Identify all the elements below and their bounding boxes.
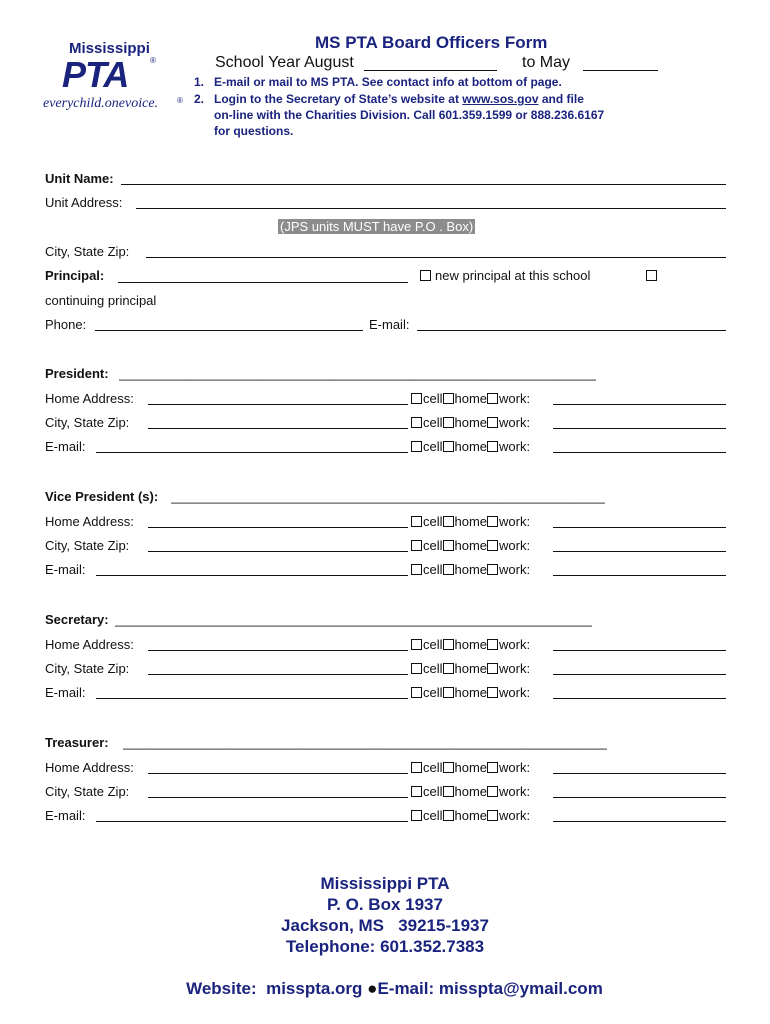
home-checkbox[interactable] <box>443 564 454 575</box>
treasurer-email-number-field[interactable] <box>553 821 726 822</box>
new-principal-checkbox[interactable] <box>420 270 431 281</box>
treasurer-home-address-field[interactable] <box>148 773 408 774</box>
president-home-address-field[interactable] <box>148 404 408 405</box>
work-label: work: <box>499 808 531 823</box>
work-checkbox[interactable] <box>487 639 498 650</box>
school-year-label: School Year August <box>215 54 354 71</box>
logo-reg-mark: ® <box>150 56 156 65</box>
secretary-city-state-zip-label: City, State Zip: <box>45 661 130 676</box>
sos-website-link[interactable]: www.sos.gov <box>462 92 539 106</box>
treasurer-home-address-label: Home Address: <box>45 760 134 775</box>
footer-contact <box>0 873 770 1020</box>
home-checkbox[interactable] <box>443 540 454 551</box>
vice-president-email-number-field[interactable] <box>553 575 726 576</box>
cell-label: cell <box>423 538 443 553</box>
home-label: home <box>454 391 488 406</box>
vice-president-email-field[interactable] <box>96 575 408 576</box>
secretary-email-field[interactable] <box>96 698 408 699</box>
work-checkbox[interactable] <box>487 663 498 674</box>
cell-checkbox[interactable] <box>411 417 422 428</box>
secretary-home-address-phone-type <box>411 637 530 652</box>
secretary-name-field[interactable]: __________________________________________________________________ <box>115 612 593 627</box>
home-label: home <box>454 637 488 652</box>
president-email-label: E-mail: <box>45 439 86 454</box>
secretary-email-number-field[interactable] <box>553 698 726 699</box>
president-home-address-phone-type <box>411 391 530 406</box>
work-checkbox[interactable] <box>487 810 498 821</box>
home-checkbox[interactable] <box>443 687 454 698</box>
work-checkbox[interactable] <box>487 441 498 452</box>
footer-org-name: Mississippi PTA <box>320 874 450 893</box>
work-checkbox[interactable] <box>487 540 498 551</box>
cell-label: cell <box>423 391 443 406</box>
vice-president-home-address-field[interactable] <box>148 527 408 528</box>
instruction-2-number: 2. <box>194 92 205 106</box>
secretary-email-label: E-mail: <box>45 685 86 700</box>
work-label: work: <box>499 637 531 652</box>
cell-checkbox[interactable] <box>411 516 422 527</box>
president-city-state-zip-phone-type <box>411 415 530 430</box>
treasurer-home-address-number-field[interactable] <box>553 773 726 774</box>
cell-checkbox[interactable] <box>411 663 422 674</box>
work-label: work: <box>499 760 531 775</box>
work-label: work: <box>499 514 531 529</box>
cell-label: cell <box>423 637 443 652</box>
vice-president-home-address-label: Home Address: <box>45 514 134 529</box>
home-checkbox[interactable] <box>443 441 454 452</box>
vice-president-city-state-zip-field[interactable] <box>148 551 408 552</box>
president-email-number-field[interactable] <box>553 452 726 453</box>
president-city-state-zip-field[interactable] <box>148 428 408 429</box>
cell-label: cell <box>423 415 443 430</box>
treasurer-city-state-zip-number-field[interactable] <box>553 797 726 798</box>
cell-checkbox[interactable] <box>411 786 422 797</box>
cell-checkbox[interactable] <box>411 564 422 575</box>
form-title: MS PTA Board Officers Form <box>315 33 548 52</box>
home-label: home <box>454 784 488 799</box>
president-home-address-label: Home Address: <box>45 391 134 406</box>
footer-telephone: Telephone: 601.352.7383 <box>285 937 485 956</box>
vice-president-city-state-zip-number-field[interactable] <box>553 551 726 552</box>
vice-president-title: Vice President (s): <box>45 489 159 504</box>
home-checkbox[interactable] <box>443 786 454 797</box>
new-principal-label: new principal at this school <box>435 268 591 283</box>
home-checkbox[interactable] <box>443 810 454 821</box>
unit-city-state-zip-label: City, State Zip: <box>45 244 130 259</box>
instruction-1-number: 1. <box>194 75 205 89</box>
footer-po-box: P. O. Box 1937 <box>327 895 443 914</box>
president-city-state-zip-label: City, State Zip: <box>45 415 130 430</box>
school-year-may-field[interactable] <box>583 70 658 71</box>
home-checkbox[interactable] <box>443 393 454 404</box>
treasurer-email-label: E-mail: <box>45 808 86 823</box>
vice-president-city-state-zip-label: City, State Zip: <box>45 538 130 553</box>
continuing-principal-checkbox[interactable] <box>646 270 657 281</box>
logo-top-word: Mississippi <box>69 40 150 57</box>
home-checkbox[interactable] <box>443 762 454 773</box>
vice-president-email-phone-type <box>411 562 530 577</box>
work-label: work: <box>499 562 531 577</box>
home-checkbox[interactable] <box>443 639 454 650</box>
vice-president-city-state-zip-phone-type <box>411 538 530 553</box>
home-checkbox[interactable] <box>443 516 454 527</box>
president-city-state-zip-number-field[interactable] <box>553 428 726 429</box>
home-checkbox[interactable] <box>443 417 454 428</box>
bullet-icon: ● <box>367 979 378 998</box>
phone-label: Phone: <box>45 317 87 332</box>
secretary-email-phone-type <box>411 685 530 700</box>
instruction-2-line3: for questions. <box>214 124 294 138</box>
unit-address-field[interactable] <box>136 208 726 209</box>
ms-pta-logo <box>40 38 190 120</box>
logo-pta: PTA <box>62 54 129 95</box>
work-label: work: <box>499 538 531 553</box>
work-label: work: <box>499 415 531 430</box>
work-checkbox[interactable] <box>487 516 498 527</box>
unit-email-field[interactable] <box>417 330 726 331</box>
home-label: home <box>454 562 488 577</box>
instruction-2-line2: on-line with the Charities Division. Call 601.359.1599 or 888.236.6167 <box>214 108 605 122</box>
school-year-august-field[interactable] <box>364 70 497 71</box>
logo-tagline: everychild.onevoice. <box>43 96 159 111</box>
vice-president-name-field[interactable]: ____________________________________________________________ <box>171 489 605 504</box>
cell-label: cell <box>423 439 443 454</box>
president-home-address-number-field[interactable] <box>553 404 726 405</box>
home-label: home <box>454 538 488 553</box>
treasurer-city-state-zip-label: City, State Zip: <box>45 784 130 799</box>
unit-email-label: E-mail: <box>369 317 410 332</box>
jps-note: (JPS units MUST have P.O . Box) <box>280 219 474 234</box>
vice-president-home-address-phone-type <box>411 514 530 529</box>
president-title: President: <box>45 366 109 381</box>
secretary-city-state-zip-field[interactable] <box>148 674 408 675</box>
home-label: home <box>454 808 488 823</box>
continuing-principal-label: continuing principal <box>45 293 157 308</box>
principal-label: Principal: <box>45 268 105 283</box>
work-checkbox[interactable] <box>487 687 498 698</box>
logo-tagline-reg: ® <box>177 96 183 105</box>
treasurer-email-phone-type <box>411 808 530 823</box>
treasurer-email-field[interactable] <box>96 821 408 822</box>
unit-name-field[interactable] <box>121 184 726 185</box>
secretary-city-state-zip-phone-type <box>411 661 530 676</box>
unit-name-label: Unit Name: <box>45 171 114 186</box>
instruction-2-text-after: and file <box>538 92 584 106</box>
cell-label: cell <box>423 808 443 823</box>
work-label: work: <box>499 439 531 454</box>
cell-label: cell <box>423 685 443 700</box>
footer-email[interactable]: E-mail: misspta@ymail.com <box>377 979 603 998</box>
treasurer-city-state-zip-field[interactable] <box>148 797 408 798</box>
president-email-field[interactable] <box>96 452 408 453</box>
footer-web-email-line <box>0 957 770 1020</box>
home-label: home <box>454 514 488 529</box>
instruction-2-text-before: Login to the Secretary of State’s website at <box>214 92 463 106</box>
cell-checkbox[interactable] <box>411 441 422 452</box>
treasurer-name-field[interactable]: ___________________________________________________________________ <box>123 735 608 750</box>
secretary-city-state-zip-number-field[interactable] <box>553 674 726 675</box>
treasurer-city-state-zip-phone-type <box>411 784 530 799</box>
work-label: work: <box>499 685 531 700</box>
secretary-home-address-number-field[interactable] <box>553 650 726 651</box>
unit-address-label: Unit Address: <box>45 195 123 210</box>
secretary-home-address-field[interactable] <box>148 650 408 651</box>
vice-president-email-label: E-mail: <box>45 562 86 577</box>
unit-city-state-zip-field[interactable] <box>146 257 726 258</box>
home-label: home <box>454 685 488 700</box>
cell-label: cell <box>423 784 443 799</box>
secretary-home-address-label: Home Address: <box>45 637 134 652</box>
treasurer-title: Treasurer: <box>45 735 109 750</box>
work-checkbox[interactable] <box>487 393 498 404</box>
cell-checkbox[interactable] <box>411 687 422 698</box>
cell-checkbox[interactable] <box>411 639 422 650</box>
cell-label: cell <box>423 562 443 577</box>
principal-field[interactable] <box>118 282 408 283</box>
work-label: work: <box>499 391 531 406</box>
work-checkbox[interactable] <box>487 564 498 575</box>
cell-checkbox[interactable] <box>411 540 422 551</box>
phone-field[interactable] <box>95 330 363 331</box>
footer-city: Jackson, MS 39215-1937 <box>281 916 489 935</box>
cell-checkbox[interactable] <box>411 393 422 404</box>
work-checkbox[interactable] <box>487 786 498 797</box>
home-label: home <box>454 760 488 775</box>
vice-president-home-address-number-field[interactable] <box>553 527 726 528</box>
cell-checkbox[interactable] <box>411 810 422 821</box>
president-email-phone-type <box>411 439 530 454</box>
work-checkbox[interactable] <box>487 417 498 428</box>
secretary-title: Secretary: <box>45 612 109 627</box>
work-checkbox[interactable] <box>487 762 498 773</box>
instruction-1-text: E-mail or mail to MS PTA. See contact info at bottom of page. <box>214 75 562 89</box>
president-name-field[interactable]: __________________________________________________________________ <box>119 366 597 381</box>
footer-website[interactable]: Website: misspta.org <box>186 979 368 998</box>
to-may-label: to May <box>522 54 571 71</box>
work-label: work: <box>499 661 531 676</box>
home-label: home <box>454 439 488 454</box>
home-label: home <box>454 415 488 430</box>
cell-label: cell <box>423 661 443 676</box>
instruction-2-line1 <box>214 92 584 106</box>
work-label: work: <box>499 784 531 799</box>
cell-label: cell <box>423 760 443 775</box>
cell-checkbox[interactable] <box>411 762 422 773</box>
cell-label: cell <box>423 514 443 529</box>
home-label: home <box>454 661 488 676</box>
treasurer-home-address-phone-type <box>411 760 530 775</box>
home-checkbox[interactable] <box>443 663 454 674</box>
